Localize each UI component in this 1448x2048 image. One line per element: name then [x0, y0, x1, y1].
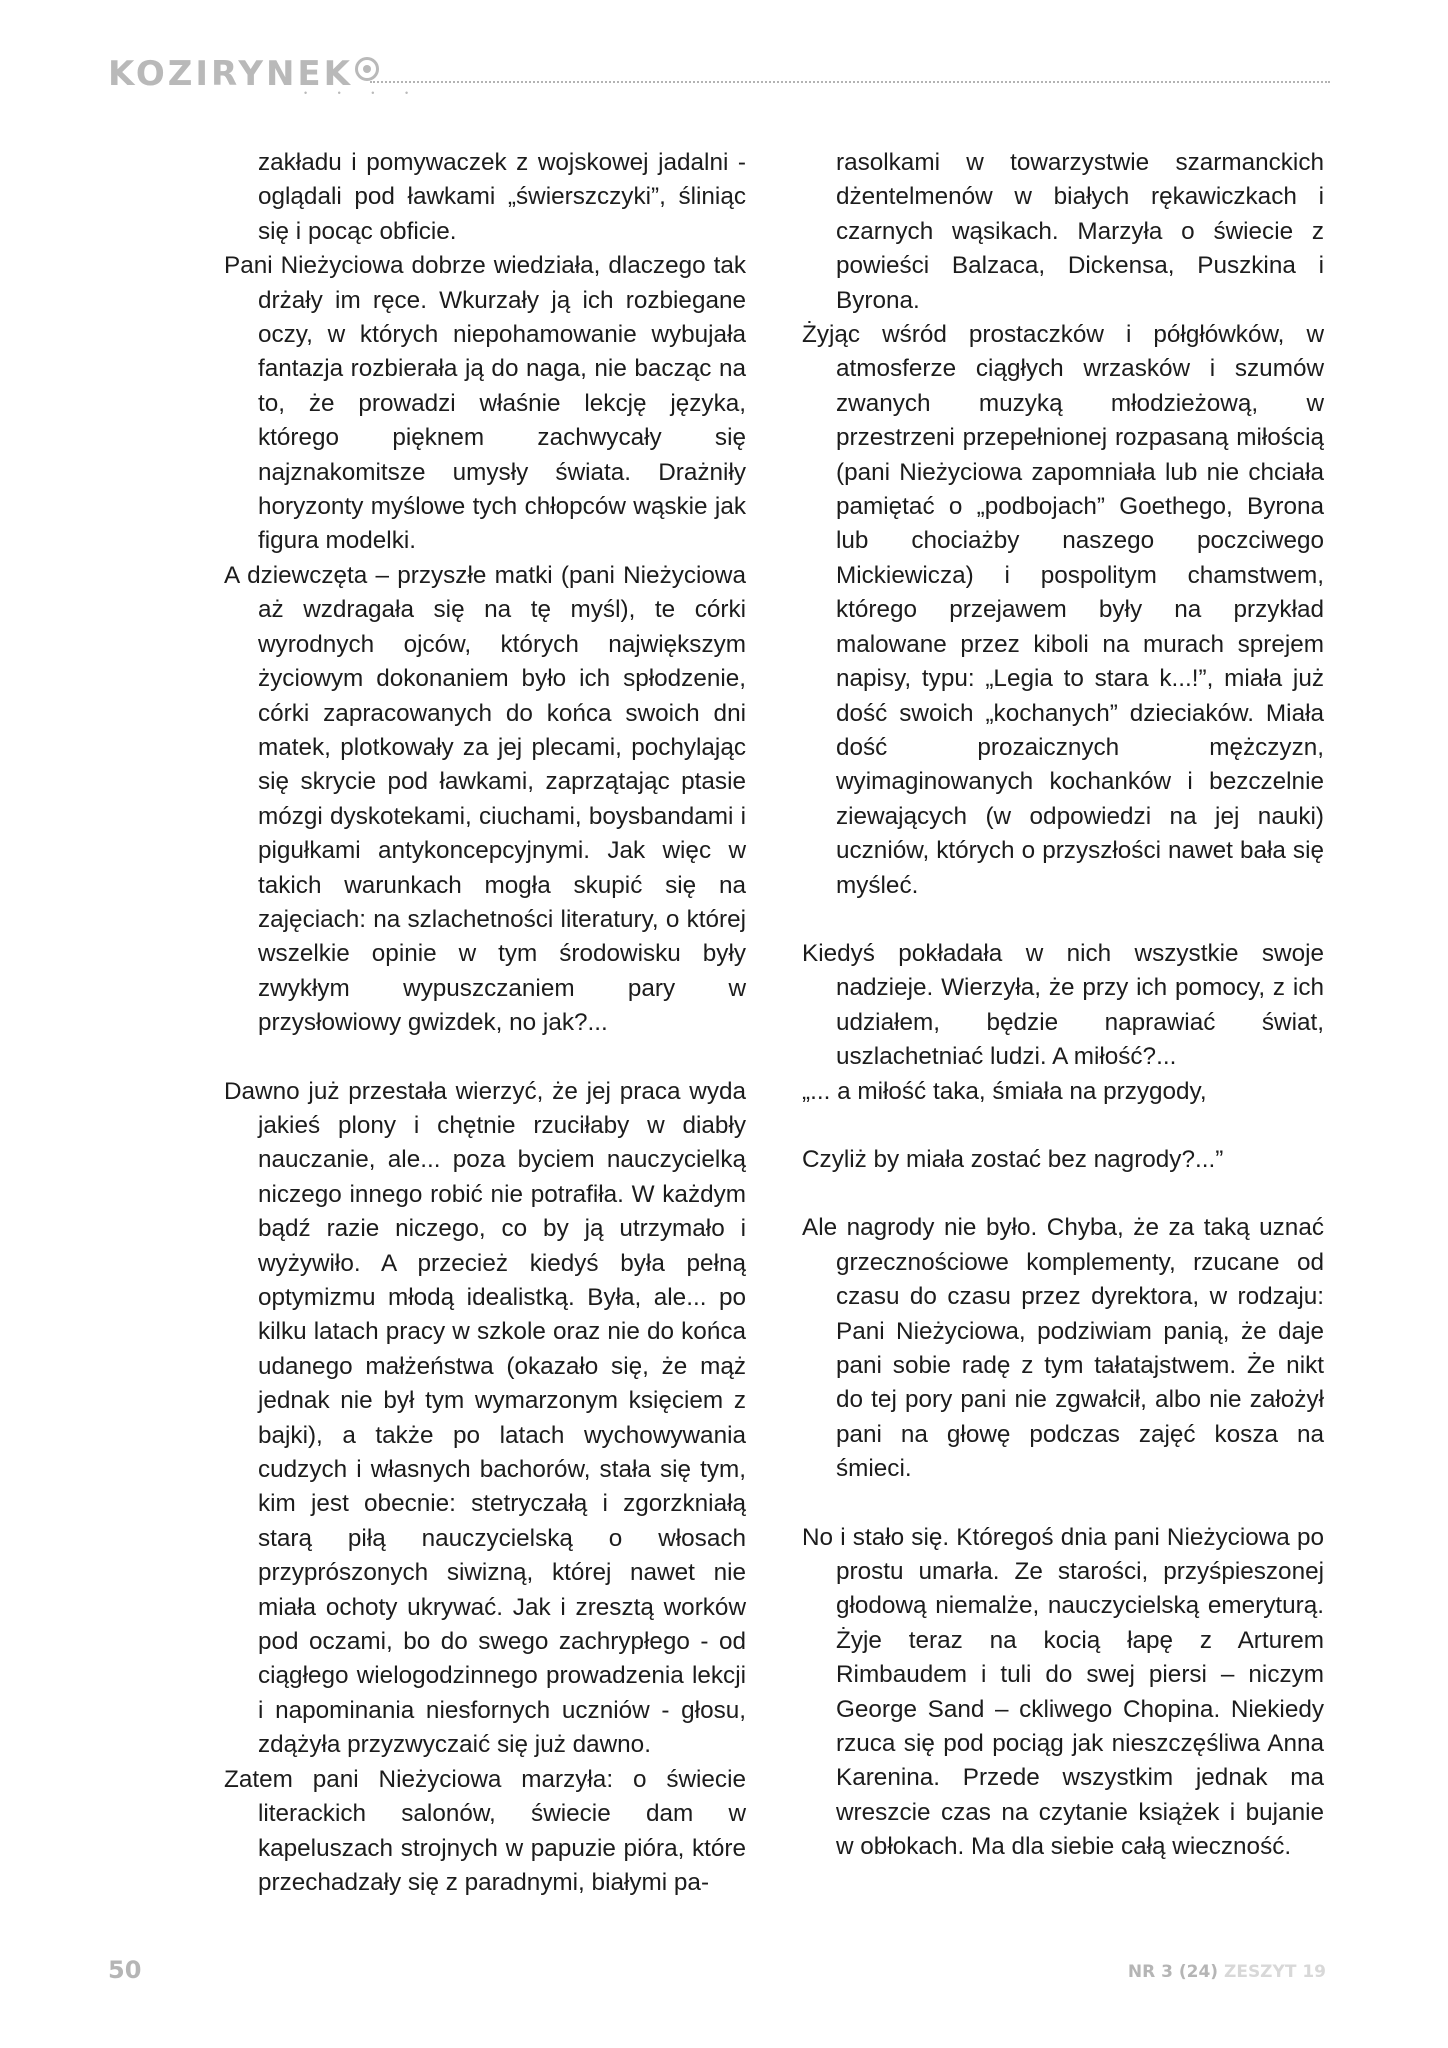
paragraph: A dziewczęta – przyszłe matki (pani Nieżyciowa aż wzdragała się na tę myśl), te córki wyrodnych ojców, których największym życiowym dokonaniem było ich spłodzenie, córki zapracowanych do końca swoich dni matek, plotkowały za jej plecami, pochylając się skrycie pod ławkami, zaprzątając ptasie mózgi dyskotekami, ciuchami, boysbandami i pigułkami antykoncepcyjnymi. Jak więc w takich warunkach mogła skupić się na zajęciach: na szlachetności literatury, o której wszelkie opinie w tym środowisku były zwykłym wypuszczaniem pary w przysłowiowy gwizdek, no jak?... [224, 561, 746, 1037]
left-text-column [224, 146, 746, 1900]
paragraph: Pani Nieżyciowa dobrze wiedziała, dlaczego tak drżały im ręce. Wkurzały ją ich rozbiegane oczy, w których niepohamowanie wybujała fantazja rozbierała ją do naga, nie bacząc na to, że prowadzi właśnie lekcję języka, którego pięknem zachwycały się najznakomitsze umysły świata. Drażniły horyzonty myślowe tych chłopców wąskie jak figura modelki. [224, 252, 746, 555]
issue-label [1128, 1962, 1326, 1982]
paragraph: Żyjąc wśród prostaczków i półgłówków, w atmosferze ciągłych wrzasków i szumów zwanych muzyką młodzieżową, w przestrzeni przepełnionej rozpasaną miłością (pani Nieżyciowa zapomniała lub nie chciała pamiętać o „podbojach” Goethego, Byrona lub chociażby naszego poczciwego Mickiewicza) i pospolitym chamstwem, którego przejawem były na przykład malowane przez kiboli na murach sprejem napisy, typu: „Legia to stara k...!”, miała już dość swoich „kochanych” dzieciaków. Miała dość prozaicznych mężczyzn, wyimaginowanych kochanków i bezczelnie ziewających (w odpowiedzi na jej nauki) uczniów, których o przyszłości nawet bała się myśleć. [802, 321, 1324, 899]
paragraph: No i stało się. Któregoś dnia pani Nieżyciowa po prostu umarła. Ze starości, przyśpieszonej głodową niemalże, nauczycielską emeryturą. Żyje teraz na kocią łapę z Arturem Rimbaudem i tuli do swej piersi – niczym George Sand – ckliwego Chopina. Niekiedy rzuca się pod pociąg jak nieszczęśliwa Anna Karenina. Przede wszystkim jednak ma wreszcie czas na czytanie książek i bujanie w obłokach. Ma dla siebie całą wieczność. [802, 1523, 1324, 1861]
paragraph: Ale nagrody nie było. Chyba, że za taką uznać grzecznościowe komplementy, rzucane od czasu do czasu przez dyrektora, w rodzaju: Pani Nieżyciowa, podziwiam panią, że daje pani sobie radę z tym tałatajstwem. Że nikt do tej pory pani nie zgwałcił, albo nie założył pani na głowę podczas zajęć kosza na śmieci. [802, 1214, 1324, 1483]
logo-subtext: • • • • [304, 88, 423, 98]
issue-number: NR 3 (24) [1127, 1962, 1219, 1982]
paragraph: Kiedyś pokładała w nich wszystkie swoje nadzieje. Wierzyła, że przy ich pomocy, z ich udziałem, będzie naprawiać świat, uszlachetniać ludzi. A miłość?... [802, 939, 1324, 1071]
paragraph: Czyliż by miała zostać bez nagrody?...” [802, 1145, 1224, 1173]
issue-zeszyt: ZESZYT 19 [1224, 1962, 1326, 1982]
right-text-column [802, 146, 1324, 1865]
logo-circle-icon [355, 57, 379, 81]
header-dotted-rule [370, 81, 1330, 83]
paragraph: „... a miłość taka, śmiała na przygody, [802, 1077, 1207, 1105]
paragraph: zakładu i pomywaczek z wojskowej jadalni - oglądali pod ławkami „świerszczyki”, śliniąc się i pocąc obficie. [258, 149, 746, 245]
paragraph: rasolkami w towarzystwie szarmanckich dżentelmenów w białych rękawiczkach i czarnych wąsikach. Marzyła o świecie z powieści Balzaca, Dickensa, Puszkina i Byrona. [836, 149, 1324, 314]
paragraph: Zatem pani Nieżyciowa marzyła: o świecie literackich salonów, świecie dam w kapeluszach strojnych w papuzie pióra, które przechadzały się z paradnymi, białymi pa- [224, 1765, 746, 1896]
page-number: 50 [108, 1956, 142, 1984]
page-header [108, 54, 1330, 98]
paragraph: Dawno już przestała wierzyć, że jej praca wyda jakieś plony i chętnie rzuciłaby w diabły nauczanie, ale... poza byciem nauczycielką niczego innego robić nie potrafiła. W każdym bądź razie niczego, co by ją utrzymało i wyżywiło. A przecież kiedyś była pełną optymizmu młodą idealistką. Była, ale... po kilku latach pracy w szkole oraz nie do końca udanego małżeństwa (okazało się, że mąż jednak nie był tym wymarzonym księciem z bajki), a także po latach wychowywania cudzych i własnych bachorów, stała się tym, kim jest obecnie: stetryczałą i zgorzkniałą starą piłą nauczycielską o włosach przyprószonych siwizną, której nawet nie miała ochoty ukrywać. Jak i zresztą worków pod oczami, bo do swego zachrypłego - od ciągłego wielogodzinnego prowadzenia lekcji i napominania niesfornych uczniów - głosu, zdążyła przyzwyczaić się już dawno. [224, 1077, 746, 1759]
logo-text: KOZIRYNEK [108, 54, 353, 94]
